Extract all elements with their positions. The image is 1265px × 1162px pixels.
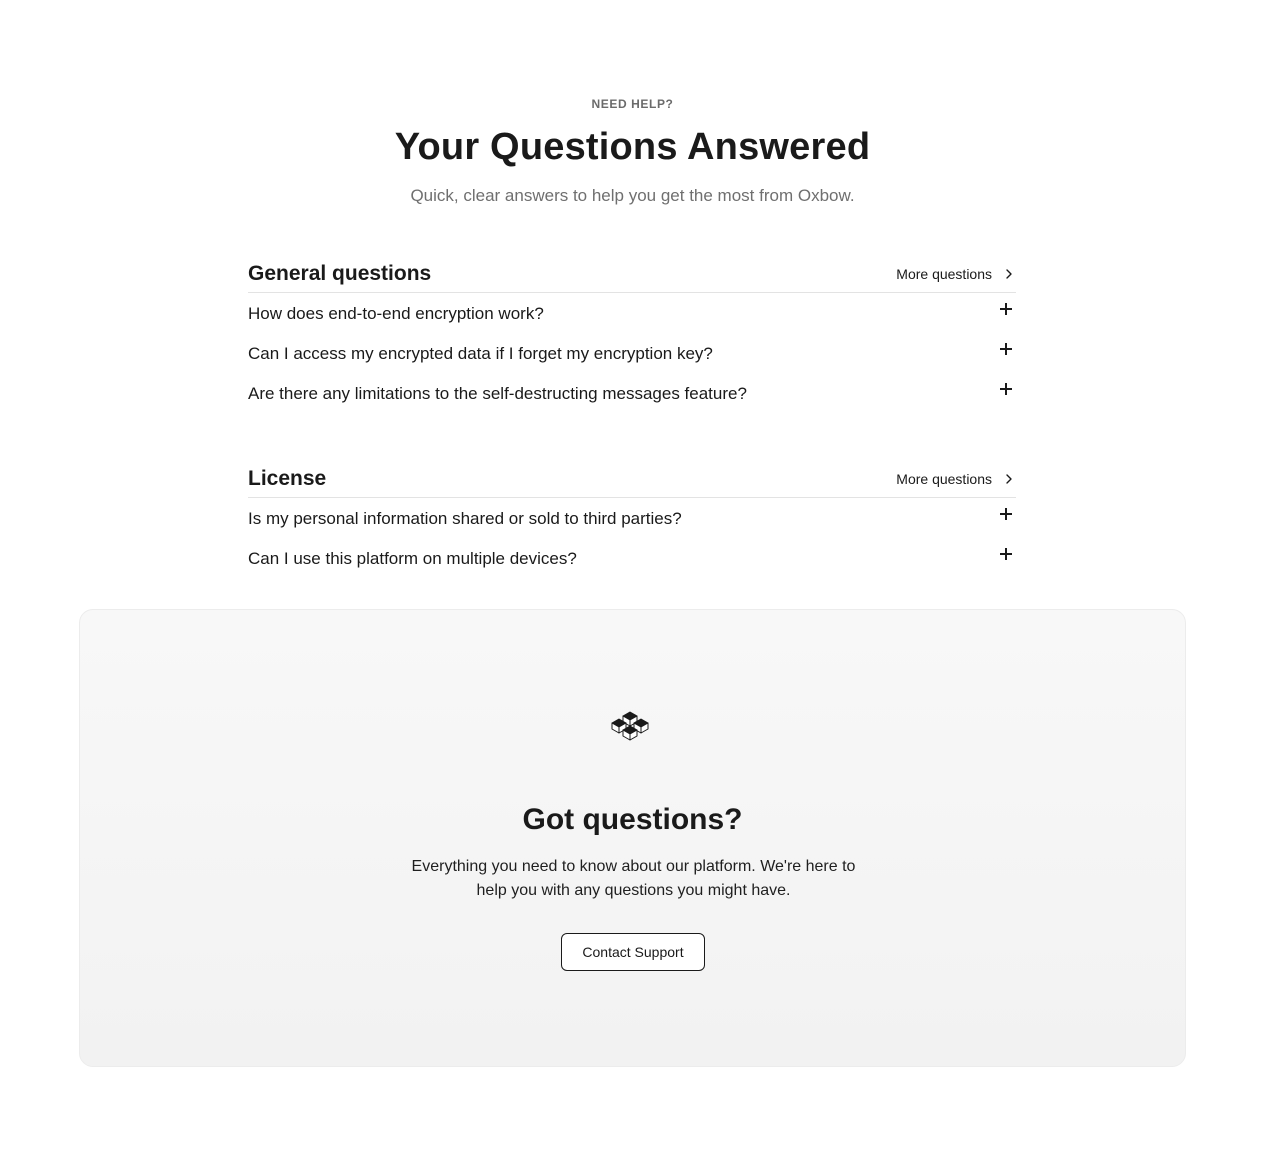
faq-item[interactable] xyxy=(248,333,1016,373)
eyebrow-label: NEED HELP? xyxy=(591,97,674,111)
faq-question: How does end-to-end encryption work? xyxy=(248,304,544,323)
support-cta-panel xyxy=(79,609,1186,1067)
more-questions-link[interactable] xyxy=(896,266,1016,282)
faq-item[interactable] xyxy=(248,498,1016,538)
plus-icon[interactable] xyxy=(1000,507,1014,521)
plus-icon[interactable] xyxy=(1000,547,1014,561)
faq-item[interactable] xyxy=(248,293,1016,333)
faq-item[interactable] xyxy=(248,538,1016,578)
plus-icon[interactable] xyxy=(1000,382,1014,396)
chevron-right-icon xyxy=(1002,472,1016,486)
page-subtitle: Quick, clear answers to help you get the most from Oxbow. xyxy=(410,186,855,205)
faq-list xyxy=(248,293,1016,413)
section-title: License xyxy=(248,467,327,490)
chevron-right-icon xyxy=(1002,267,1016,281)
cta-description: Everything you need to know about our platform. We're here to help you with any questions you might have. xyxy=(411,858,856,899)
page-title: Your Questions Answered xyxy=(394,126,871,168)
more-questions-label: More questions xyxy=(896,266,992,282)
section-header xyxy=(248,461,1016,498)
faq-question: Can I use this platform on multiple devices? xyxy=(248,549,577,568)
plus-icon[interactable] xyxy=(1000,302,1014,316)
faq-list xyxy=(248,498,1016,578)
faq-section-license xyxy=(248,461,1016,578)
faq-question: Is my personal information shared or sold to third parties? xyxy=(248,509,682,528)
faq-question: Are there any limitations to the self-destructing messages feature? xyxy=(248,384,747,403)
cubes-logo-icon xyxy=(608,710,652,744)
faq-item[interactable] xyxy=(248,373,1016,413)
section-header xyxy=(248,256,1016,293)
section-title: General questions xyxy=(248,262,432,285)
more-questions-label: More questions xyxy=(896,471,992,487)
faq-question: Can I access my encrypted data if I forget my encryption key? xyxy=(248,344,713,363)
more-questions-link[interactable] xyxy=(896,471,1016,487)
cta-title: Got questions? xyxy=(522,803,743,836)
faq-section-general xyxy=(248,256,1016,413)
plus-icon[interactable] xyxy=(1000,342,1014,356)
contact-support-button[interactable]: Contact Support xyxy=(561,933,705,971)
